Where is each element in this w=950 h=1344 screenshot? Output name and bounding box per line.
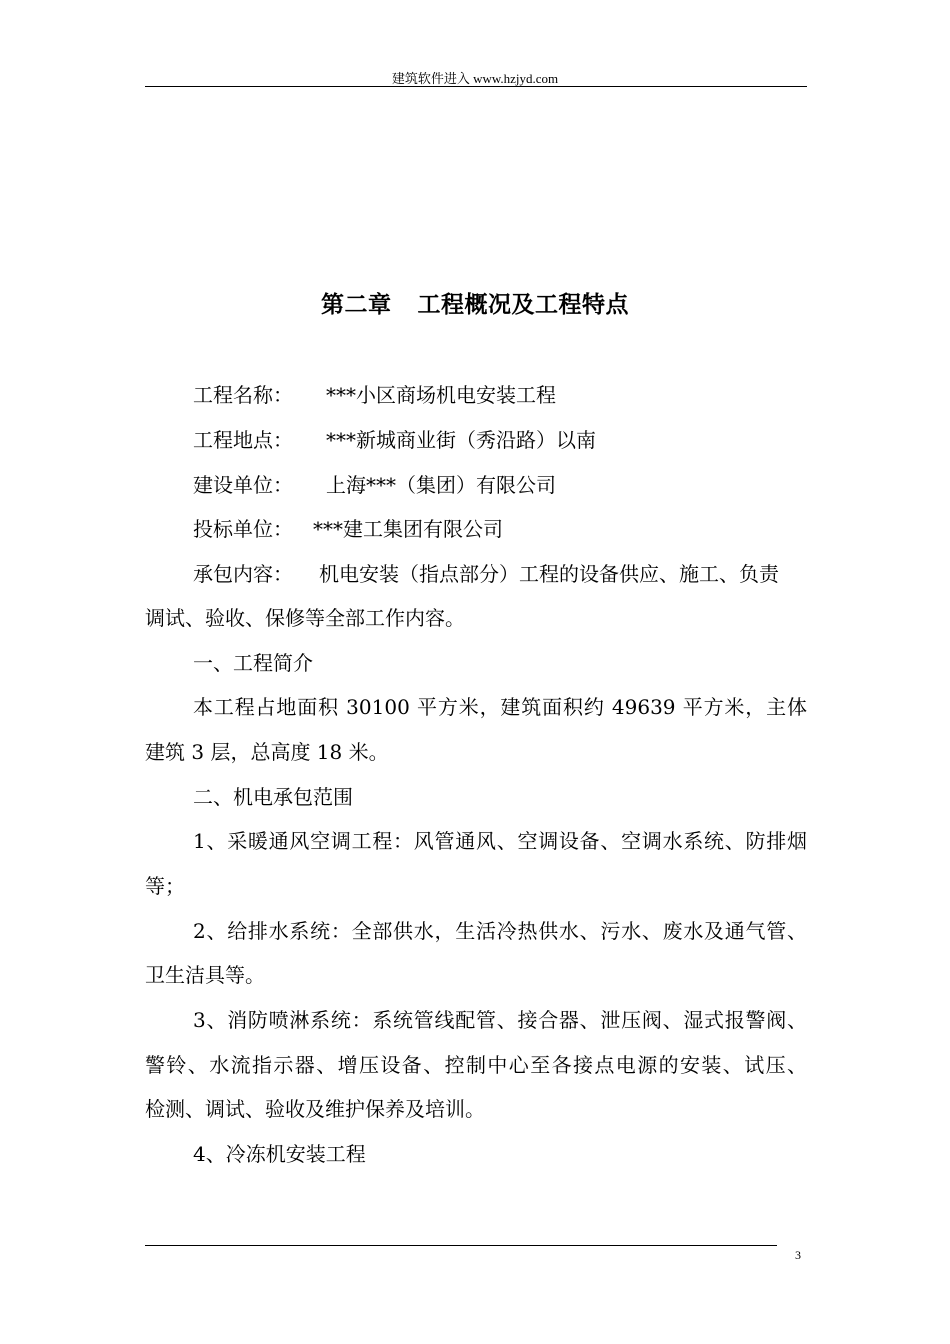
section-heading-intro: 一、工程简介	[193, 651, 313, 675]
scope-row	[193, 561, 807, 587]
scope-label: 承包内容：	[193, 562, 293, 586]
page-number: 3	[795, 1248, 801, 1262]
scope-item-3: 3、消防喷淋系统：系统管线配管、接合器、泄压阀、湿式报警阀、	[193, 1008, 807, 1032]
chapter-label: 第二章	[321, 292, 392, 318]
header-divider	[145, 86, 807, 87]
bidder-row	[193, 516, 807, 542]
project-name-row	[193, 382, 807, 408]
project-name-value: ***小区商场机电安装工程	[326, 383, 556, 407]
builder-row	[193, 472, 807, 498]
scope-value: 机电安装（指点部分）工程的设备供应、施工、负责	[319, 562, 779, 586]
scope-item-4: 4、冷冻机安装工程	[193, 1142, 366, 1166]
scope-item-2-continuation: 卫生洁具等。	[145, 963, 265, 987]
builder-value: 上海***（集团）有限公司	[326, 473, 556, 497]
bidder-label: 投标单位：	[193, 517, 293, 541]
location-value: ***新城商业街（秀沿路）以南	[326, 428, 596, 452]
chapter-title	[0, 286, 950, 319]
scope-item-3-continuation-1: 警铃、水流指示器、增压设备、控制中心至各接点电源的安装、试压、	[145, 1053, 807, 1077]
scope-item-1-continuation: 等；	[145, 874, 185, 898]
intro-line-1: 本工程占地面积 30100 平方米，建筑面积约 49639 平方米，主体	[193, 695, 807, 719]
chapter-heading: 工程概况及工程特点	[417, 292, 629, 318]
bidder-value: ***建工集团有限公司	[313, 517, 503, 541]
location-label: 工程地点：	[193, 428, 293, 452]
scope-item-3-continuation-2: 检测、调试、验收及维护保养及培训。	[145, 1097, 485, 1121]
scope-item-1: 1、采暖通风空调工程：风管通风、空调设备、空调水系统、防排烟	[193, 829, 807, 853]
intro-line-2: 建筑 3 层，总高度 18 米。	[145, 740, 389, 764]
location-row	[193, 427, 807, 453]
section-heading-scope: 二、机电承包范围	[193, 785, 353, 809]
page-header: 建筑软件进入 www.hzjyd.com	[391, 71, 559, 86]
builder-label: 建设单位：	[193, 473, 293, 497]
footer-divider	[145, 1245, 777, 1246]
scope-continuation: 调试、验收、保修等全部工作内容。	[145, 606, 465, 630]
project-name-label: 工程名称：	[193, 383, 293, 407]
scope-item-2: 2、给排水系统：全部供水，生活冷热供水、污水、废水及通气管、	[193, 919, 807, 943]
